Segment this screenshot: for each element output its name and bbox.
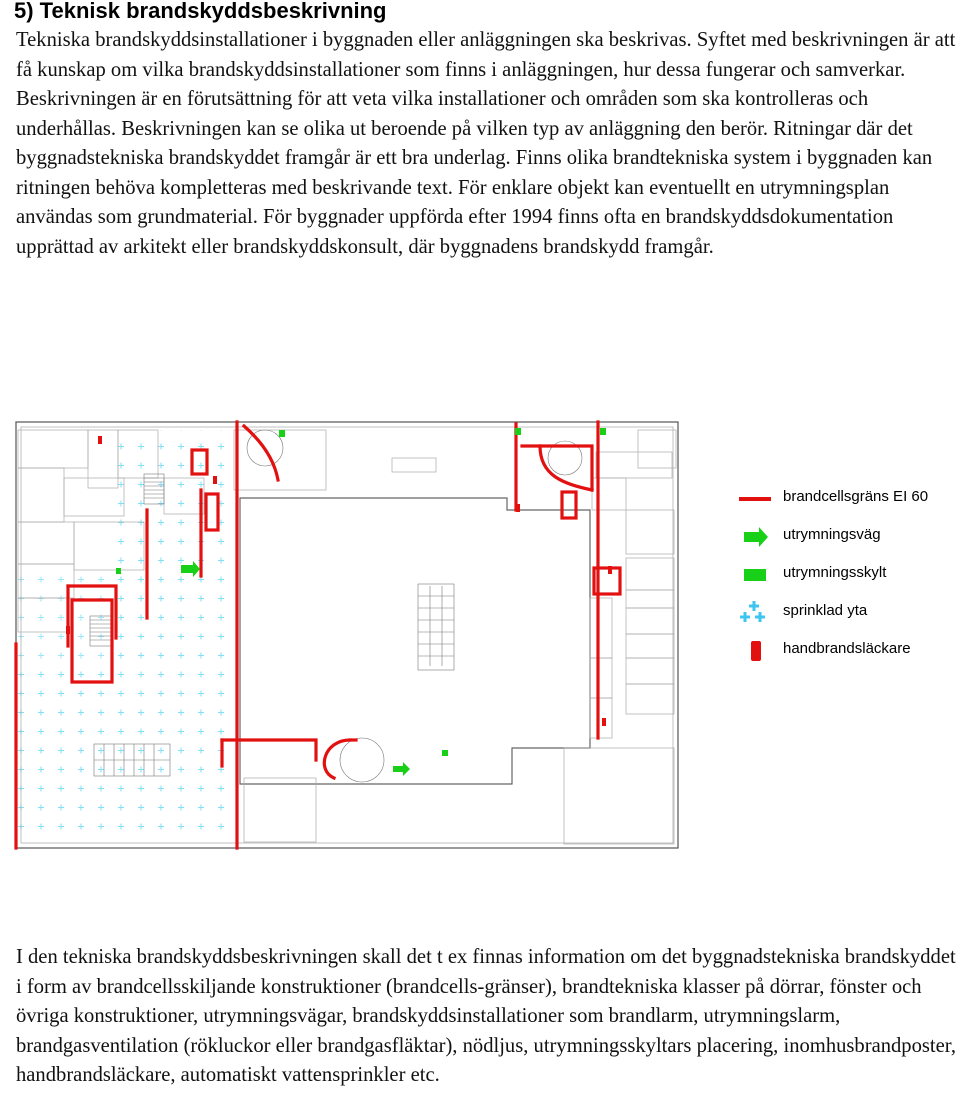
floor-plan-drawing (12, 418, 682, 852)
legend-label: handbrandsläckare (783, 640, 911, 657)
legend-item-sprinkled-area (736, 598, 956, 628)
sprinkler-cross-icon (736, 598, 776, 628)
section-heading: 5) Teknisk brandskyddsbeskrivning (14, 0, 387, 23)
legend-label: sprinklad yta (783, 602, 868, 619)
closing-paragraph: I den tekniska brandskyddsbeskrivningen skall det t ex finnas information om det byggnadstekniska brandskyddet i form av brandcellsskiljande konstruktioner (brandcells-gränser), brandtekniska klasser på dörrar, fönster och övriga konstruktioner, utrymningsvägar, brandskyddsinstallationer som brandlarm, utrymningslarm, brandgasventilation (rökluckor eller brandgasfläktar), nödljus, utrymningsskyltars placering, inomhusbrandposter, handbrandsläckare, automatiskt vattensprinkler etc. (16, 946, 956, 1086)
green-arrow-icon (736, 522, 776, 552)
legend-item-fire-cell-boundary (736, 484, 956, 514)
intro-paragraph: Tekniska brandskyddsinstallationer i byggnaden eller anläggningen ska beskrivas. Syftet med beskrivningen är att få kunskap om vilka brandskyddsinstallationer som finns i anläggningen, hur dessa fungerar och samverkar. Beskrivningen är en förutsättning för att veta vilka installationer och områden som ska kontrolleras och underhållas. Beskrivningen kan se olika ut beroende på vilken typ av anläggning den berör. Ritningar där det byggnadstekniska brandskyddet framgår är ett bra underlag. Finns olika brandtekniska system i byggnaden kan ritningen behöva kompletteras med beskrivande text. För enklare objekt kan eventuellt en utrymningsplan användas som grundmaterial. För byggnader uppförda efter 1994 finns ofta en brandskyddsdokumentation upprättad av arkitekt eller brandskyddskonsult, där byggnadens brandskydd framgår. (16, 29, 956, 258)
legend-item-exit-sign (736, 560, 956, 590)
legend-label: utrymningsskylt (783, 564, 887, 581)
legend-item-extinguisher (736, 636, 956, 666)
legend-label: utrymningsväg (783, 526, 881, 543)
legend-item-evacuation-route (736, 522, 956, 552)
red-line-icon (736, 484, 776, 514)
green-sign-icon (736, 560, 776, 590)
extinguisher-icon (736, 636, 776, 666)
legend-label: brandcellsgräns EI 60 (783, 488, 929, 505)
